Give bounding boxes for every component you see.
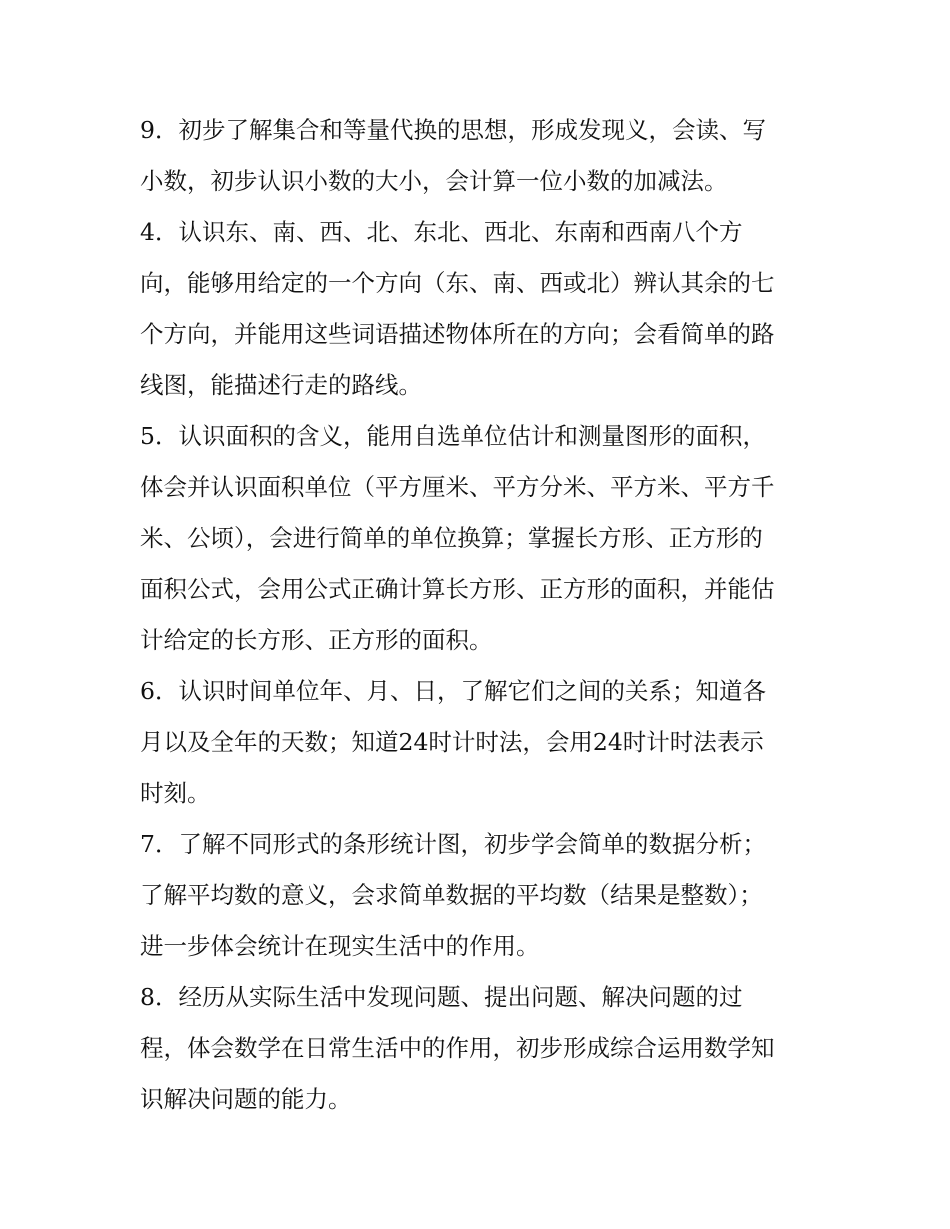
item-4-line-2: 向，能够用给定的一个方向（东、南、西或北）辨认其余的七 (140, 269, 775, 297)
item-5-line-2: 体会并认识面积单位（平方厘米、平方分米、平方米、平方千 (140, 473, 775, 501)
item-4-line-1: 4．认识东、南、西、北、东北、西北、东南和西南八个方 (140, 218, 743, 246)
item-4-line-3: 个方向，并能用这些词语描述物体所在的方向；会看简单的路 (140, 320, 775, 348)
item-7-line-3: 进一步体会统计在现实生活中的作用。 (140, 932, 540, 960)
item-9-line-2: 小数，初步认识小数的大小，会计算一位小数的加减法。 (140, 167, 728, 195)
item-6-line-2: 月以及全年的天数；知道24时计时法，会用24时计时法表示 (140, 728, 764, 756)
item-8-line-1: 8．经历从实际生活中发现问题、提出问题、解决问题的过 (140, 983, 743, 1011)
item-5-line-4: 面积公式，会用公式正确计算长方形、正方形的面积，并能估 (140, 575, 775, 603)
item-7-line-2: 了解平均数的意义，会求简单数据的平均数（结果是整数）； (140, 881, 763, 909)
item-9-line-1: 9．初步了解集合和等量代换的思想，形成发现义，会读、写 (140, 116, 766, 144)
item-6-line-3: 时刻。 (140, 779, 211, 807)
item-5-line-1: 5．认识面积的含义，能用自选单位估计和测量图形的面积， (140, 422, 766, 450)
item-5-line-5: 计给定的长方形、正方形的面积。 (140, 626, 493, 654)
item-4-line-4: 线图，能描述行走的路线。 (140, 371, 422, 399)
item-8-line-2: 程，体会数学在日常生活中的作用，初步形成综合运用数学知 (140, 1034, 775, 1062)
item-7-line-1: 7．了解不同形式的条形统计图，初步学会简单的数据分析； (140, 830, 766, 858)
item-5-line-3: 米、公顷），会进行简单的单位换算；掌握长方形、正方形的 (140, 524, 763, 552)
item-8-line-3: 识解决问题的能力。 (140, 1085, 352, 1113)
item-6-line-1: 6．认识时间单位年、月、日，了解它们之间的关系；知道各 (140, 677, 766, 705)
